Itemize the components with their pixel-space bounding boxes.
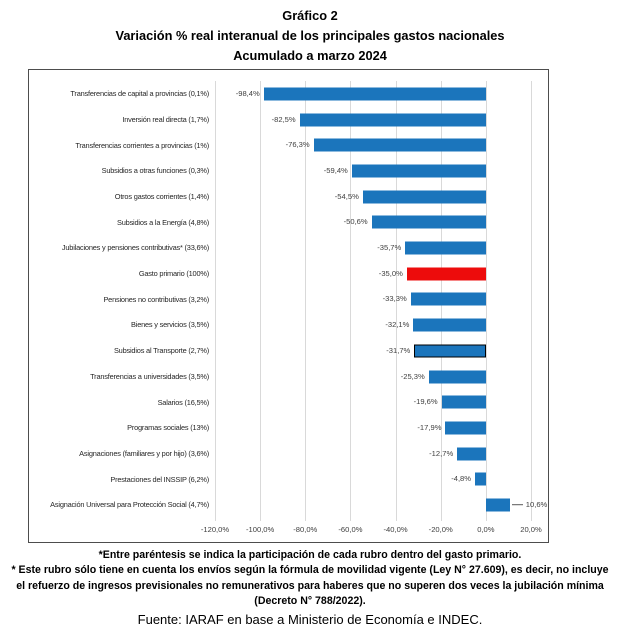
x-axis <box>200 522 542 538</box>
bar-row <box>29 492 548 518</box>
category-label: Gasto primario (100%) <box>138 269 209 279</box>
bar-value: -54,5% <box>334 191 359 201</box>
category-label: Asignaciones (familiares y por hijo) (3,6%) <box>79 448 209 458</box>
bar-value: -12,7% <box>429 448 454 458</box>
bar-area <box>215 492 548 518</box>
bar-value: -32,1% <box>385 320 410 330</box>
bar-chart <box>28 69 549 543</box>
category-label: Jubilaciones y pensiones contributivas* (33,6%) <box>61 243 209 253</box>
bar-area <box>215 338 531 364</box>
bar-rows <box>29 81 548 518</box>
category-label: Prestaciones del INSSIP (6,2%) <box>110 474 209 484</box>
bar-row <box>29 312 548 338</box>
bar <box>445 421 485 434</box>
leader-line <box>512 505 523 506</box>
bar-area <box>215 210 531 236</box>
bar-value-positive <box>510 501 548 509</box>
category-label: Inversión real directa (1,7%) <box>122 114 209 124</box>
x-axis-tick: -120,0% <box>200 525 230 534</box>
bar-value: -35,0% <box>378 268 403 278</box>
category-label: Transferencias corrientes a provincias (1%) <box>75 140 209 150</box>
bar <box>363 190 486 203</box>
bar <box>314 139 486 152</box>
bar <box>486 499 510 512</box>
category-label: Bienes y servicios (3,5%) <box>131 320 209 330</box>
category-label: Otros gastos corrientes (1,4%) <box>114 191 209 201</box>
bar-row <box>29 107 548 133</box>
bar-value: -4,8% <box>451 474 472 484</box>
category-label: Subsidios a la Energía (4,8%) <box>117 217 209 227</box>
bar-area <box>215 107 531 133</box>
bar-row <box>29 287 548 313</box>
bar-row <box>29 132 548 158</box>
bar <box>413 319 485 332</box>
bar-value: 10,6% <box>525 500 548 510</box>
footnote-participation: *Entre paréntesis se indica la participación de cada rubro dentro del gasto primario. <box>98 549 522 561</box>
bar-area <box>215 467 531 493</box>
x-axis-tick: -80,0% <box>293 525 318 534</box>
category-label: Subsidios al Transporte (2,7%) <box>113 346 209 356</box>
bar <box>411 293 486 306</box>
x-axis-tick: -100,0% <box>245 525 275 534</box>
category-label: Salarios (16,5%) <box>157 397 209 407</box>
chart-title <box>0 0 620 66</box>
bar-value: -17,9% <box>417 423 442 433</box>
bar-row <box>29 235 548 261</box>
bar-value: -25,3% <box>400 371 425 381</box>
bar-area <box>215 389 531 415</box>
footnotes <box>0 548 620 627</box>
bar-row <box>29 81 548 107</box>
bar-row <box>29 467 548 493</box>
bar-area <box>215 235 531 261</box>
category-label: Programas sociales (13%) <box>127 423 209 433</box>
bar <box>414 344 486 357</box>
bar <box>405 242 486 255</box>
category-label: Asignación Universal para Protección Social (4,7%) <box>50 500 209 510</box>
x-axis-tick: -60,0% <box>338 525 363 534</box>
x-axis-tick: 20,0% <box>520 525 542 534</box>
bar-value: -98,4% <box>235 89 260 99</box>
category-label: Subsidios a otras funciones (0,3%) <box>101 166 209 176</box>
bar-value: -50,6% <box>343 217 368 227</box>
bar <box>457 447 486 460</box>
bar <box>300 113 486 126</box>
category-label: Transferencias de capital a provincias (0,1%) <box>70 89 209 99</box>
bar <box>475 473 486 486</box>
chart-title-line2: Variación % real interanual de los principales gastos nacionales <box>115 28 505 43</box>
bar-area <box>215 132 531 158</box>
bar-row <box>29 261 548 287</box>
category-label: Pensiones no contributivas (3,2%) <box>103 294 209 304</box>
bar <box>442 396 486 409</box>
bar-row <box>29 389 548 415</box>
bar-value: -35,7% <box>377 243 402 253</box>
bar-area <box>215 287 531 313</box>
bar-area <box>215 81 531 107</box>
bar-row <box>29 158 548 184</box>
chart-title-line3: Acumulado a marzo 2024 <box>233 48 387 63</box>
bar-area <box>215 415 531 441</box>
bar-value: -82,5% <box>271 114 296 124</box>
bar-value: -33,3% <box>382 294 407 304</box>
bar <box>352 164 486 177</box>
bar <box>372 216 486 229</box>
chart-title-line1: Gráfico 2 <box>282 8 338 23</box>
x-axis-tick: -40,0% <box>383 525 408 534</box>
bar-row <box>29 184 548 210</box>
bar-area <box>215 364 531 390</box>
bar-value: -76,3% <box>285 140 310 150</box>
category-label: Transferencias a universidades (3,5%) <box>90 371 209 381</box>
footnote-mobility-law: * Este rubro sólo tiene en cuenta los envíos según la fórmula de movilidad vigente (Ley N° 27.609), es decir, no incluye el refuerzo de ingresos previsionales no remunerativos para haberes que no superen dos veces la jubilación mínima (Decreto N° 788/2022). <box>11 564 609 608</box>
bar-row <box>29 441 548 467</box>
x-axis-tick: 0,0% <box>477 525 495 534</box>
bar-value: -31,7% <box>386 346 411 356</box>
bar <box>264 87 486 100</box>
x-axis-tick: -20,0% <box>428 525 453 534</box>
bar-row <box>29 338 548 364</box>
bar-row <box>29 364 548 390</box>
bar-area <box>215 441 531 467</box>
bar-row <box>29 415 548 441</box>
bar <box>407 267 486 280</box>
bar-area <box>215 312 531 338</box>
bar-area <box>215 261 531 287</box>
bar-row <box>29 210 548 236</box>
bar-value: -59,4% <box>323 166 348 176</box>
bar <box>429 370 486 383</box>
bar-area <box>215 184 531 210</box>
bar-value: -19,6% <box>413 397 438 407</box>
bar-area <box>215 158 531 184</box>
source-line: Fuente: IARAF en base a Ministerio de Economía e INDEC. <box>137 612 483 628</box>
